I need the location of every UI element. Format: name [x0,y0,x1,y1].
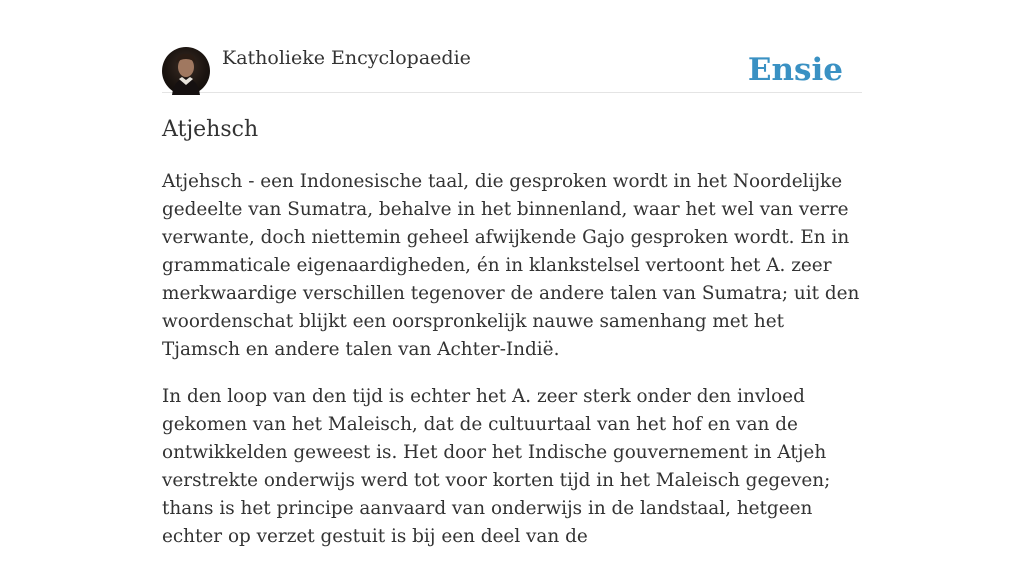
site-header [162,46,862,93]
portrait-avatar[interactable] [162,47,210,95]
portrait-icon [162,47,210,95]
article-paragraph: Atjehsch - een Indonesische taal, die gesproken wordt in het Noordelijke gedeelte van Sumatra, behalve in het binnenland, waar het wel van verre verwante, doch niettemin geheel afwijkende Gajo gesproken wordt. En in grammaticale eigenaardigheden, én in klankstelsel vertoont het A. zeer merkwaardige verschillen tegenover de andere talen van Sumatra; uit den woordenschat blijkt een oorspronkelijk nauwe samenhang met het Tjamsch en andere talen van Achter-Indië. [162,171,860,360]
article-title: Atjehsch [162,117,259,142]
source-title[interactable]: Katholieke Encyclopaedie [222,47,471,69]
ensie-logo-link[interactable]: Ensie [747,52,843,88]
article-paragraph: In den loop van den tijd is echter het A. zeer sterk onder den invloed gekomen van het Maleisch, dat de cultuurtaal van het hof en van de ontwikkelden geweest is. Het door het Indische gouvernement in Atjeh verstrekte onderwijs werd tot voor korten tijd in het Maleisch gegeven; thans is het principe aanvaard van onderwijs in de landstaal, hetgeen echter op verzet gestuit is bij een deel van de [162,386,831,547]
article-body [162,168,862,570]
